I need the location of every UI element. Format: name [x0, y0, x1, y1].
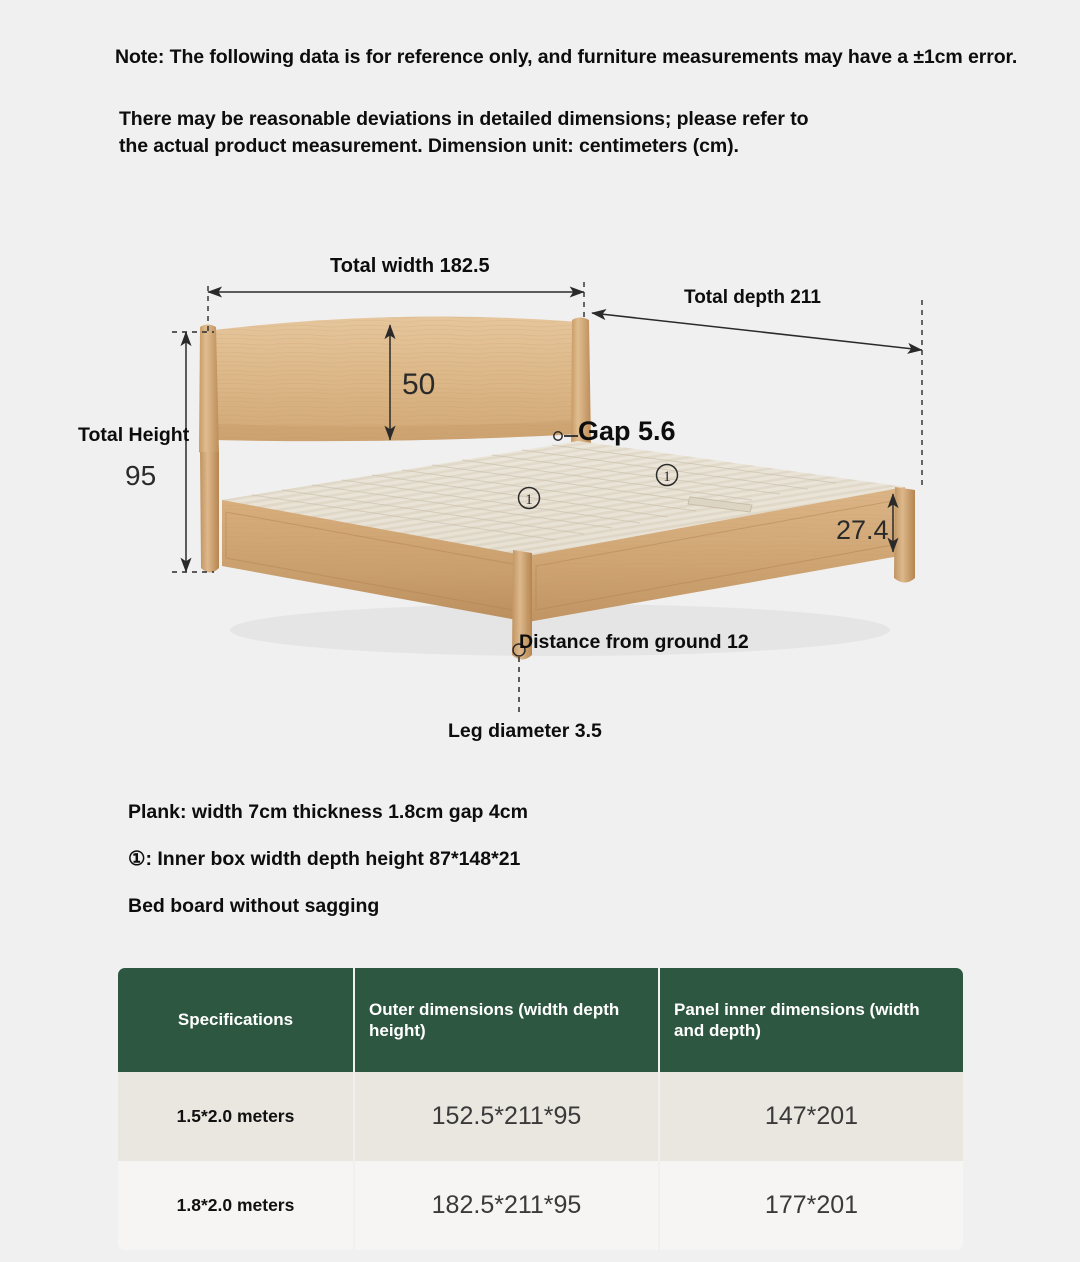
table-header-panel-inner-dimensions: Panel inner dimensions (width and depth) [659, 968, 963, 1072]
label-gap: Gap 5.6 [578, 416, 676, 446]
label-total-depth: Total depth 211 [684, 287, 821, 308]
cell-outer-dimensions: 182.5*211*95 [354, 1161, 659, 1250]
note-line-deviation-1: There may be reasonable deviations in detailed dimensions; please refer to [119, 108, 809, 130]
table-header-outer-dimensions: Outer dimensions (width depth height) [354, 968, 659, 1072]
leg-front-right [894, 487, 915, 583]
table-header-row [118, 968, 963, 1072]
headboard-left-post [199, 325, 219, 456]
specifications-table [118, 968, 963, 1250]
table-row [118, 1072, 963, 1161]
cell-inner-dimensions: 177*201 [659, 1161, 963, 1250]
cell-inner-dimensions: 147*201 [659, 1072, 963, 1161]
total-depth-arrow [592, 313, 922, 350]
label-total-height-value: 95 [125, 460, 157, 491]
svg-text:1: 1 [525, 492, 533, 508]
spec-line-plank: Plank: width 7cm thickness 1.8cm gap 4cm [128, 801, 528, 823]
label-leg-diameter: Leg diameter 3.5 [448, 720, 602, 742]
cell-spec-size: 1.8*2.0 meters [118, 1161, 354, 1250]
table-header-specifications: Specifications [118, 968, 354, 1072]
label-headboard-height: 50 [402, 368, 436, 401]
label-rail-height: 27.4 [836, 515, 889, 545]
leg-back-left [200, 452, 219, 573]
cell-spec-size: 1.5*2.0 meters [118, 1072, 354, 1161]
label-distance-from-ground: Distance from ground 12 [519, 631, 749, 653]
table-row [118, 1161, 963, 1250]
label-total-width: Total width 182.5 [330, 255, 490, 277]
spec-line-inner-box: ①: Inner box width depth height 87*148*21 [128, 848, 521, 870]
cell-outer-dimensions: 152.5*211*95 [354, 1072, 659, 1161]
note-line-deviation-2: the actual product measurement. Dimension unit: centimeters (cm). [119, 135, 739, 157]
spec-line-bed-board: Bed board without sagging [128, 895, 380, 917]
note-line-disclaimer: Note: The following data is for reference only, and furniture measurements may have a ±1cm error. [115, 46, 1018, 68]
label-total-height-word: Total Height [78, 424, 190, 446]
svg-text:1: 1 [663, 469, 671, 485]
